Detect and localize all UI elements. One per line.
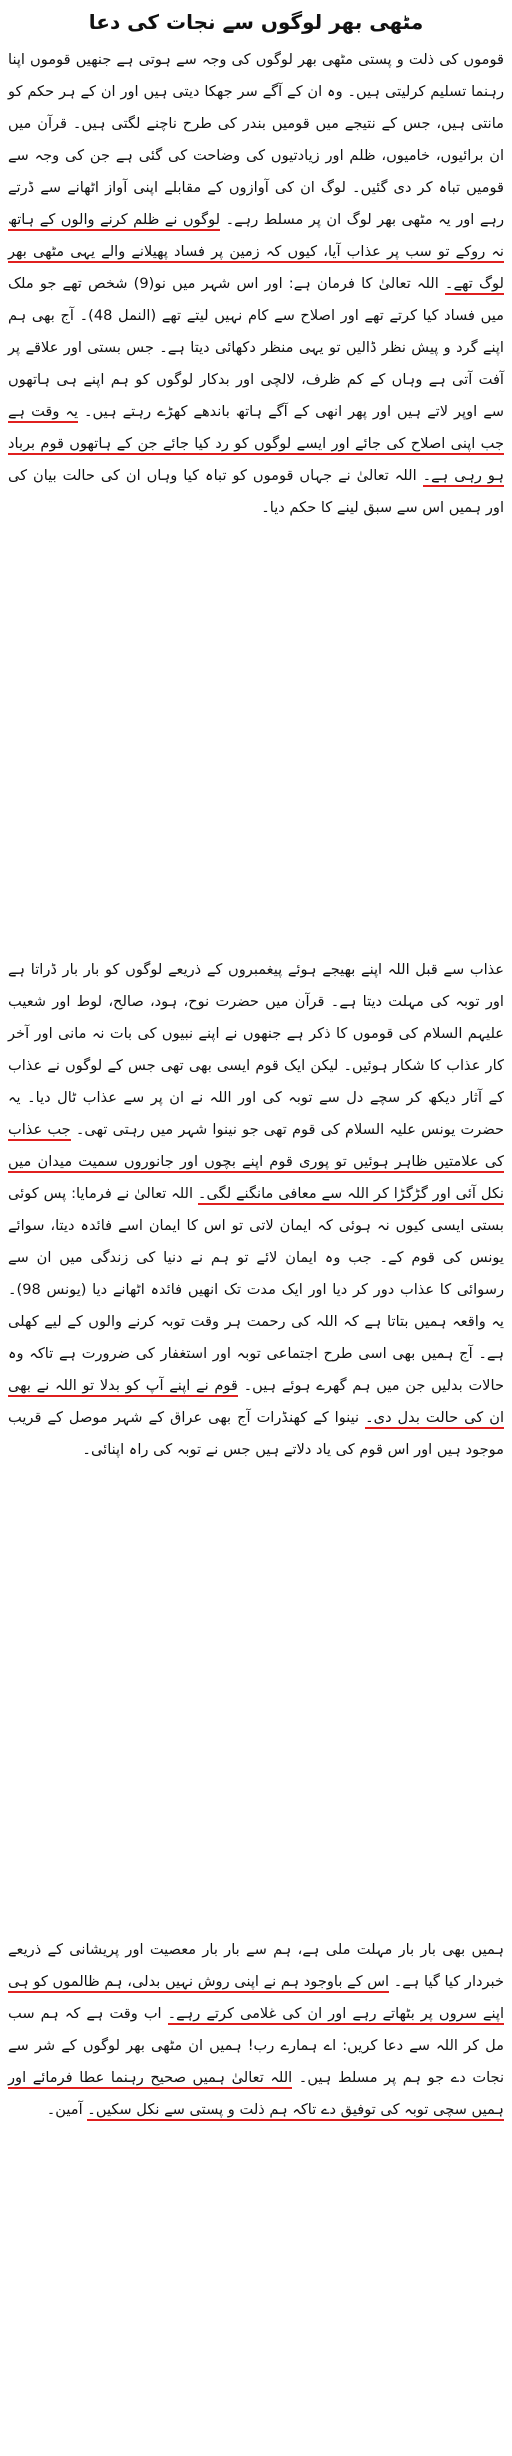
paragraph-2-highlight-2: قوم نے اپنے آپ کو بدلا تو اللہ نے بھی ان کی حالت بدل دی۔ bbox=[8, 1377, 504, 1429]
paragraph-1-text-c: اللہ تعالیٰ نے جہاں قوموں کو تباہ کیا وہاں ان کی حالت بیان کی اور ہمیں اس سے سبق لینے کا حکم دیا۔ bbox=[8, 467, 504, 516]
paragraph-1-highlight-1: لوگوں نے ظلم کرنے والوں کے ہاتھ نہ روکے تو سب پر عذاب آیا، کیوں کہ زمین پر فساد پھیلانے والے یہی مٹھی بھر لوگ تھے۔ bbox=[8, 211, 504, 295]
paragraph-3-highlight-2: اللہ تعالیٰ ہمیں صحیح رہنما عطا فرمائے اور ہمیں سچی توبہ کی توفیق دے تاکہ ہم ذلت و پستی سے نکل سکیں۔ bbox=[8, 2069, 504, 2121]
paragraph-1-highlight-2: یہ وقت ہے جب اپنی اصلاح کی جائے اور ایسے لوگوں کو رد کیا جائے جن کے ہاتھوں قوم برباد ہو رہی ہے۔ bbox=[8, 403, 504, 487]
paragraph-2-text-a: عذاب سے قبل اللہ اپنے بھیجے ہوئے پیغمبروں کے ذریعے لوگوں کو بار بار ڈراتا ہے اور توبہ کی مہلت دیتا ہے۔ قرآن میں حضرت نوح، ہود، صالح، لوط اور شعیب علیہم السلام کی قوموں کا ذکر ہے جنھوں نے اپنے نبیوں کی بات نہ مانی اور آخر کار عذاب کا شکار ہوئیں۔ لیکن ایک قوم ایسی بھی تھی جس کے لوگوں نے عذاب کے آثار دیکھ کر سچے دل سے توبہ کی اور اللہ نے ان پر سے عذاب ٹال دیا۔ یہ حضرت یونس علیہ السلام کی قوم تھی جو نینوا شہر میں رہتی تھی۔ bbox=[8, 961, 504, 1138]
article-paragraph-1 bbox=[8, 44, 504, 954]
paragraph-2-text-b: اللہ تعالیٰ نے فرمایا: پس کوئی بستی ایسی کیوں نہ ہوئی کہ ایمان لاتی تو اس کا ایمان اسے فائدہ دیتا، سوائے یونس کی قوم کے۔ جب وہ ایمان لائے تو ہم نے دنیا کی زندگی میں ان سے رسوائی کا عذاب دور کر دیا اور ایک مدت تک انھیں فائدہ اٹھانے دیا (یونس 98)۔ یہ واقعہ ہمیں بتاتا ہے کہ اللہ کی رحمت ہر وقت توبہ کرنے والوں کے لیے کھلی ہے۔ آج ہمیں بھی اسی طرح اجتماعی توبہ اور استغفار کی ضرورت ہے تاکہ وہ حالات بدلیں جن میں ہم گھرے ہوئے ہیں۔ bbox=[8, 1185, 504, 1394]
paragraph-3-text-a: ہمیں بھی بار بار مہلت ملی ہے، ہم سے بار بار معصیت اور پریشانی کے ذریعے خبردار کیا گیا ہے۔ bbox=[8, 1941, 504, 1990]
paragraph-1-text-b: اللہ تعالیٰ کا فرمان ہے: اور اس شہر میں نو(9) شخص تھے جو ملک میں فساد کیا کرتے تھے اور اصلاح سے کام نہیں لیتے تھے (النمل 48)۔ آج بھی ہم اپنے گرد و پیش نظر ڈالیں تو یہی منظر دکھائی دیتا ہے۔ جس بستی اور علاقے پر آفت آتی ہے وہاں کے کم ظرف، لالچی اور بدکار لوگوں کو ہم اپنے ہی ہاتھوں سے اوپر لاتے ہیں اور پھر انھی کے آگے ہاتھ باندھے کھڑے رہتے ہیں۔ bbox=[8, 275, 504, 420]
paragraph-2-highlight-1: جب عذاب کی علامتیں ظاہر ہوئیں تو پوری قوم اپنے بچوں اور جانوروں سمیت میدان میں نکل آئی اور گڑگڑا کر اللہ سے معافی مانگنے لگی۔ bbox=[8, 1121, 504, 1205]
paragraph-2-text-c: نینوا کے کھنڈرات آج بھی عراق کے شہر موصل کے قریب موجود ہیں اور اس قوم کی یاد دلاتے ہیں جس نے توبہ کی راہ اپنائی۔ bbox=[8, 1409, 504, 1458]
article-paragraph-2 bbox=[8, 954, 504, 1934]
paragraph-3-text-c: آمین۔ bbox=[46, 2101, 88, 2118]
article-paragraph-3 bbox=[8, 1934, 504, 2446]
paragraph-3-text-b: اب وقت ہے کہ ہم سب مل کر اللہ سے دعا کریں: اے ہمارے رب! ہمیں ان مٹھی بھر لوگوں کے شر سے نجات دے جو ہم پر مسلط ہیں۔ bbox=[8, 2005, 505, 2086]
paragraph-3-highlight-1: اس کے باوجود ہم نے اپنی روش نہیں بدلی، ہم ظالموں کو ہی اپنے سروں پر بٹھاتے رہے اور ان کی غلامی کرتے رہے۔ bbox=[8, 1973, 504, 2025]
article-title: مٹھی بھر لوگوں سے نجات کی دعا bbox=[88, 10, 424, 34]
paragraph-1-text-a: قوموں کی ذلت و پستی مٹھی بھر لوگوں کی وجہ سے ہوتی ہے جنھیں قوموں اپنا رہنما تسلیم کرلیتی ہیں۔ وہ ان کے آگے سر جھکا دیتی ہیں اور ان کے ہر حکم کو مانتی ہیں، جس کے نتیجے میں قومیں بندر کی طرح ناچنے لگتی ہیں۔ قرآن میں ان برائیوں، خامیوں، ظلم اور زیادتیوں کی وضاحت کی گئی ہے جن کی وجہ سے قومیں تباہ کر دی گئیں۔ لوگ ان کی آوازوں کے مقابلے اپنی آواز اٹھانے سے ڈرتے رہے اور یہ مٹھی بھر لوگ ان پر مسلط رہے۔ bbox=[8, 51, 504, 228]
